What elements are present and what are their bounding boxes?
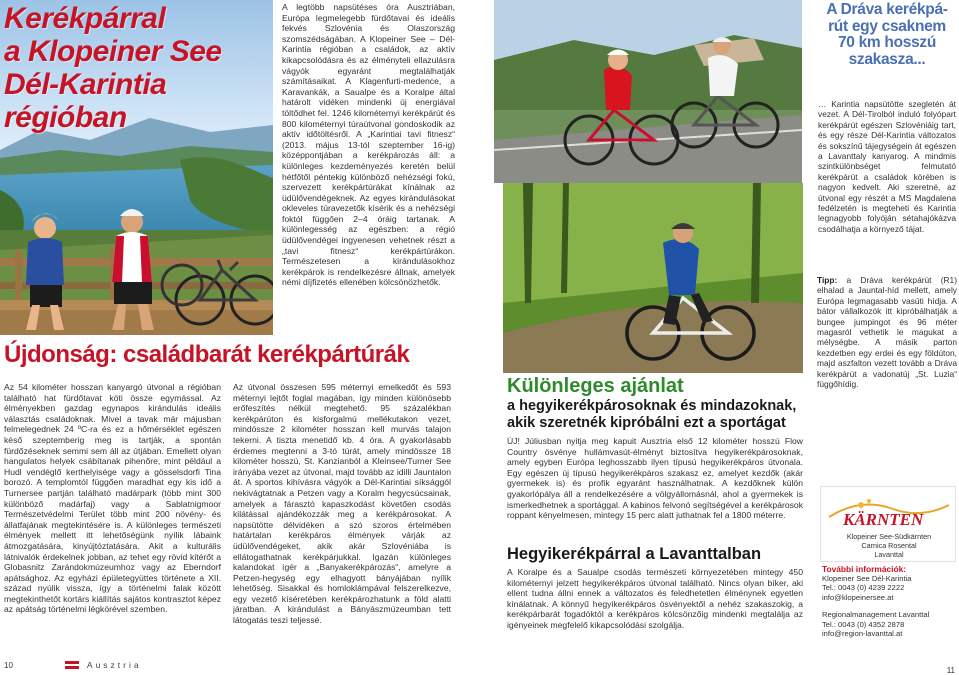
drava-text: … Karintia napsütötte szegletén át vezet. A Dél-Tirolból induló folyópart kerékpárút egészen Szlovéniáig tart, és egy része Dél-Karintia változatos és sokszínű tájegységein át egészen a Lavanttaly kanyarog. A mindmis szintkülönbséget felmutató kerékpárút a családok körében is nagyon kedvelt. Aki szeretné, az útvonal egy részét a MS Magdalena fedélzetén is megteheti és Karintia legnagyobb folyóján sétahajókázva csodálhatja a környező tájat. bbox=[818, 99, 956, 234]
section1-col2: Az útvonal összesen 595 méternyi emelkedőt és 593 méternyi lejtőt foglal magában, így minden különösebb erőfeszítés nélkül megtehető. 95 százalékban kerékpárúton és kisforgalmú mellékutakon vezet, mindössze 2 kilométer hosszan kell murvás talajon tekerni. A tiszta menetidő kb. 4 óra. A gyakorlásabb érdemes megtenni a 3-tó túrát, amely mindössze 18 kilométer hosszú, St. Kanzianból a Kleinsee/Turner See irányába vezet az útvonal, majd tovább az idilli Jauntalon át. A sportos kihívásra vágyók a Dél-Karintiai síksággól nekivágtatnak a Petzen vagy a Koralm hegycsúcsainak, amelyek a fárasztó kapaszkodást követően csodás kilátással ajándékozzák meg a kerékpárosokat. A napsütötte délvidéken a szó szoros értelmében határtalan kerékpáros élmények várják az üdülővendégeket, akik akár Szlovéniába is ellátogathatnak kerékpárjukkal. Igazán különleges kalandokat ígér a „Banyakerékpározás“, amelyre a Petzen-hegység egy elhagyott bányájában nyílik lehetőség. Sisakkal és homloklámpával felszerelkezve, egy vezető kíséretében kerékpározhatunk a föld alatti járatban. A kirándulást a Bányászmúzeumban tett látogatás teszi teljessé. bbox=[233, 382, 451, 626]
drava-title bbox=[817, 2, 957, 68]
section3-text: A Koralpe és a Saualpe csodás természeti környezetében mintegy 450 kilométernyi jelzett hegyikerékpáros útvonal található. Nincs olyan bíker, aki ellent tudna állni ennek a változatos és feledhetetlen élménynek egyetlen kínálatnak. A könnyű hegyikerékpáros ösvényektől a nehéz szakaszokig, a kerékpárbarát fogadóktól a kerékpáros kölcsönzőig mindenki megtalálja az igényeinek megfelelő kikapcsolódási szolgálja. bbox=[507, 567, 803, 630]
page-title bbox=[4, 2, 274, 134]
photo-mountain-biker bbox=[503, 183, 803, 373]
section1-col1: Az 54 kilométer hosszan kanyargó útvonal a régióban található hat fürdőtavat köti össze egymással. Az élményekben gazdag egynapos kirándulás ideális választás családoknak. Mivel a tavak már májusban felmelegednek 24 ºC-ra és ez a hőmérséklet egészen késő szeptemberig meg is tartják, a spontán fürdőzéseknek semmi sem áll az útjában. Emellett olyan hangulatos helyek csábítanak pihenőre, mint például a Hudl vendéglő kerthelyisége vagy a gösselsdorfi Tina borozó. A templomtól függően maradhat egy kis idő a Turnersee partján található madárpark (több mint 300 különböző madárfaj) vagy a Sablatnigmoor Természetvédelmi Terület több mint 200 növény- és állatfajának megtekintésére is. A különleges természeti élmények mellett itt lehetőségünk nyílik lábaink átmozgatására, kinyújtóztatására. Akit a kulturális látnivalók érdekelnek jobban, az tehet egy rövid kitérőt a Globasnitz Zarándokmúzeumhoz vagy az Eberndorf apátsághoz. Az egyházi épületegyüttes története a XII. század nyúlik vissza, így a történelmi falak között megtekinthetőt kortárs kiállítás sajátos kontrasztot képez az apátság történelmi légkörével szemben. bbox=[4, 382, 221, 615]
austria-flag-icon bbox=[65, 661, 79, 669]
page-number-right: 11 bbox=[946, 666, 955, 675]
title-line-3: Dél-Karintia régióban bbox=[4, 68, 167, 134]
title-line-2: a Klopeiner See bbox=[4, 35, 222, 68]
info-2-phone: Tel.: 0043 (0) 4352 2878 bbox=[822, 619, 905, 629]
info-1-email[interactable]: info@klopeinersee.at bbox=[822, 592, 894, 602]
drava-title-3: 70 km hosszú bbox=[837, 34, 937, 51]
tip-box bbox=[817, 275, 957, 389]
photo-road-cyclists bbox=[494, 0, 802, 183]
section2-text: ÚJ! Júliusban nyitja meg kapuit Ausztria első 12 kilométer hosszú Flow Country ösvénye hullámvasút-élményt biztosítva hegyikerékpárosoknak, amely egyben Európa leghosszabb ilyen típusú hegyikerékpáros útvonala. Egy egészen új típusú hegyikerékpáros szakasz ez, amelyet kezdők (akár gyermekek is) és profik egyaránt használhatnak. A kezdőknek külön gyakorlópálya áll a rendelkezésére a völgyállomásnál, ahol a gyermekek is ismerkedhetnek a sportággal. A kabinos felvonó segítségével a kerékpárosok roppant kényelmesen, mintegy 15 perc alatt juthatnak fel a 1800 méterre. bbox=[507, 436, 803, 521]
tip-label: Tipp: bbox=[817, 275, 838, 285]
info-2-name: Regionalmanagement Lavanttal bbox=[822, 610, 930, 620]
info-block bbox=[822, 564, 957, 638]
title-line-1: Kerékpárral bbox=[4, 2, 166, 35]
info-1-name: Klopeiner See Dél-Karintia bbox=[822, 574, 912, 583]
karnten-logo bbox=[820, 486, 956, 562]
section2-sub-1: a hegyikerékpárosoknak és mindazoknak, bbox=[507, 398, 797, 414]
info-2-email[interactable]: info@region-lavanttal.at bbox=[822, 629, 903, 639]
karnten-logo-line-1: Klopeiner See-Südkärnten bbox=[846, 532, 932, 541]
intro-text: A legtöbb napsütéses óra Ausztriában, Európa legmelegebb fürdőtavai és ideális fekvés Szlovénia és Olaszország szomszédságában. A Klopeiner See – Dél-Karintia régióban a családok, az aktív kikapcsolódásra és az élményteli ellazulásra vágyók egyaránt megtalálhatják számításaikat. A Klagenfurti-medence, a Karavankák, a Saualpe és a Koralpe által határolt vidéken mindenki új energiával töltődhet fel. 1246 kilométernyi kerékpárút és 800 kilométernyi túraútvonal gondoskodik az aktív időtöltésről. A „Karintiai tavi fitnesz“ (2013. május 13-tól szeptember 16-ig) középpontjában a kerékpározás áll: a különleges kezdeményezés keretén belül hétfőtől péntekig különböző nehézségi fokú, szervezett kerékpártúrákat kínálnak az üdülővendégeknek. Az egyes kirándulásokat okleveles túravezetők kísérik és a nehézségi foktól függően 2–4 óráig tartanak. A különlegesség az egészben: a régió üdülővendégei ingyenesen vehetnek részt a „tavi fitnesz“ kerékpártúrákon. Természetesen a kirándulásokhoz kerékpárok is rendelkezésre állnak, amelyek némi díjfizetés ellenében kölcsönözhetők. bbox=[282, 2, 455, 288]
karnten-logo-word: KÄRNTEN bbox=[843, 510, 924, 529]
page-number-left: 10 bbox=[4, 660, 13, 670]
info-1-phone: Tel.: 0043 (0) 4239 2222 bbox=[822, 583, 905, 593]
section-heading-lavanttal: Hegyikerékpárral a Lavanttalban bbox=[507, 545, 762, 563]
section-heading-familybike: Újdonság: családbarát kerékpártúrák bbox=[4, 341, 410, 368]
karnten-logo-line-3: Lavanttal bbox=[874, 550, 904, 559]
footer-brand: Ausztria bbox=[86, 660, 142, 670]
footer-left bbox=[4, 658, 204, 672]
tip-text: a Dráva kerékpárút (R1) elhalad a Jauntal-híd mellett, amely Európa legmagasabb vasúti hídja. A bátor vállalkozók itt kipróbálhatják a bungee jumpingot és 96 méter magasról vethetik le magukat a mélységbe. A másik parton kezdetben egy erdei és egy földúton, majd aszfalton vezett tovább a Dráva kerékpárút a vadonatúj „St. Luzia“ függőhídig. bbox=[817, 275, 957, 390]
karnten-logo-line-2: Carnica Rosental bbox=[861, 541, 917, 550]
drava-title-4: szakasza... bbox=[848, 50, 926, 68]
footer-right bbox=[935, 660, 955, 675]
section-heading-offer: Különleges ajánlat bbox=[507, 375, 684, 397]
section2-sub-2: akik szeretnék kipróbálni ezt a sportágat bbox=[507, 415, 786, 431]
drava-title-2: rút egy csaknem bbox=[828, 17, 946, 35]
drava-title-1: A Dráva kerékpá- bbox=[826, 1, 948, 18]
info-title: További információk: bbox=[822, 564, 907, 574]
